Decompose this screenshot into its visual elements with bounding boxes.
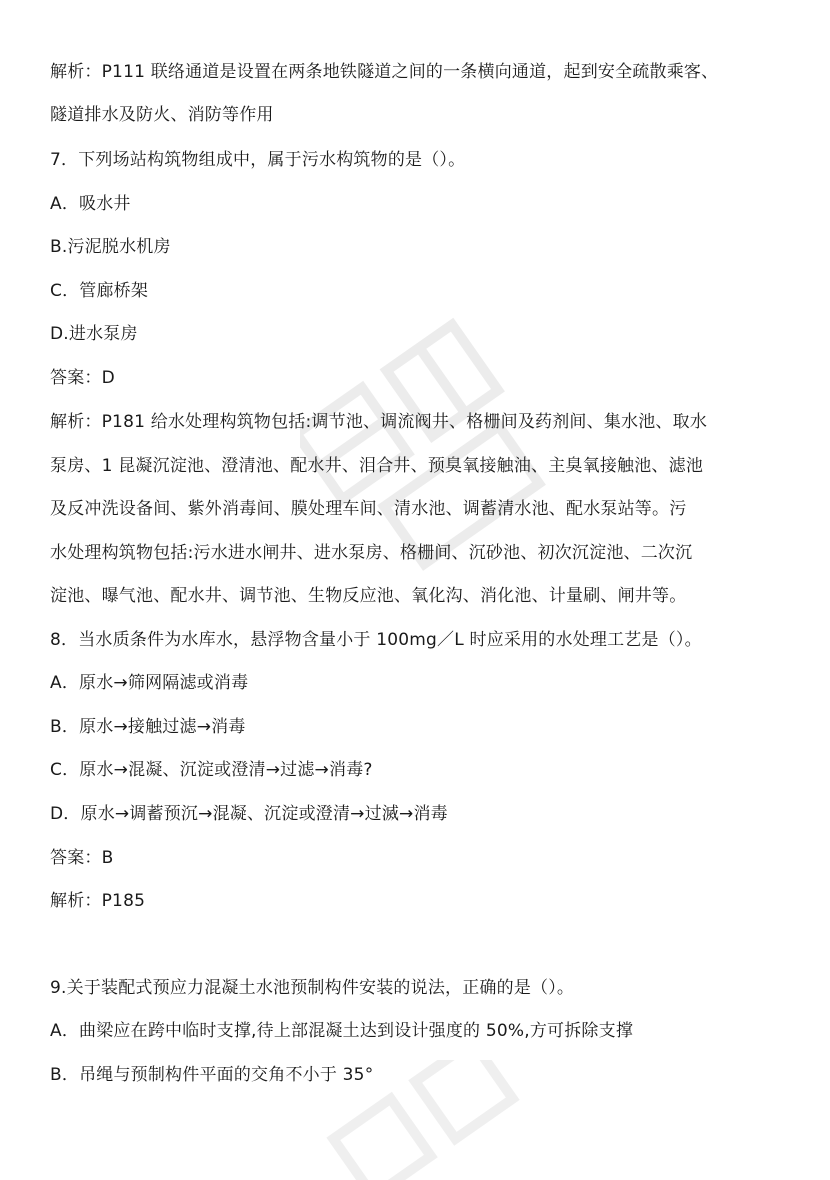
question-8-option-c: C．原水→混凝、沉淀或澄清→过滤→消毒? [50,760,373,780]
question-9-option-b: B．吊绳与预制构件平面的交角不小于 35° [50,1065,374,1085]
question-7-option-d: D.进水泵房 [50,324,138,344]
analysis-q6-line1: 解析：P111 联络通道是设置在两条地铁隧道之间的一条横向通道，起到安全疏散乘客、 [50,62,719,82]
question-8-option-a: A．原水→筛网隔滤或消毒 [50,673,249,693]
question-8-option-b: B．原水→接触过滤→消毒 [50,717,246,737]
question-9-stem: 9.关于装配式预应力混凝土水池预制构件安装的说法，正确的是（）。 [50,978,575,998]
analysis-q7-line2: 泵房、1 昆凝沉淀池、澄清池、配水井、泪合井、预臭氧接触油、主臭氧接触池、滤池 [50,456,704,476]
question-7-option-c: C．管廊桥架 [50,281,149,301]
analysis-q7-line1: 解析：P181 给水处理构筑物包括:调节池、调流阀井、格栅间及药剂间、集水池、取水 [50,412,708,432]
analysis-q7-line3: 及反冲洗设备间、紫外消毒间、膜处理车间、清水池、调蓄清水池、配水泵站等。污 [50,499,687,519]
question-8-answer: 答案：B [50,848,114,868]
question-8-stem: 8．当水质条件为水库水，悬浮物含量小于 100mg／L 时应采用的水处理工艺是（）。 [50,630,702,650]
analysis-q7-line5: 淀池、曝气池、配水井、调节池、生物反应池、氧化沟、消化池、计量刷、闸井等。 [50,586,687,606]
question-7-stem: 7．下列场站构筑物组成中，属于污水构筑物的是（）。 [50,150,466,170]
question-7-option-a: A．吸水井 [50,194,131,214]
analysis-q6-line2: 隧道排水及防火、消防等作用 [50,105,274,125]
analysis-q7-line4: 水处理构筑物包括:污水进水闸井、进水泵房、格栅间、沉砂池、初次沉淀池、二次沉 [50,543,693,563]
question-8-option-d: D．原水→调蓄预沉→混凝、沉淀或澄清→过滅→消毒 [50,804,448,824]
question-7-answer: 答案：D [50,368,115,388]
question-9-option-a: A．曲梁应在跨中临时支撑,待上部混凝土达到设计强度的 50%,方可拆除支撑 [50,1021,634,1041]
analysis-q8: 解析：P185 [50,891,146,911]
question-7-option-b: B.污泥脱水机房 [50,237,171,257]
